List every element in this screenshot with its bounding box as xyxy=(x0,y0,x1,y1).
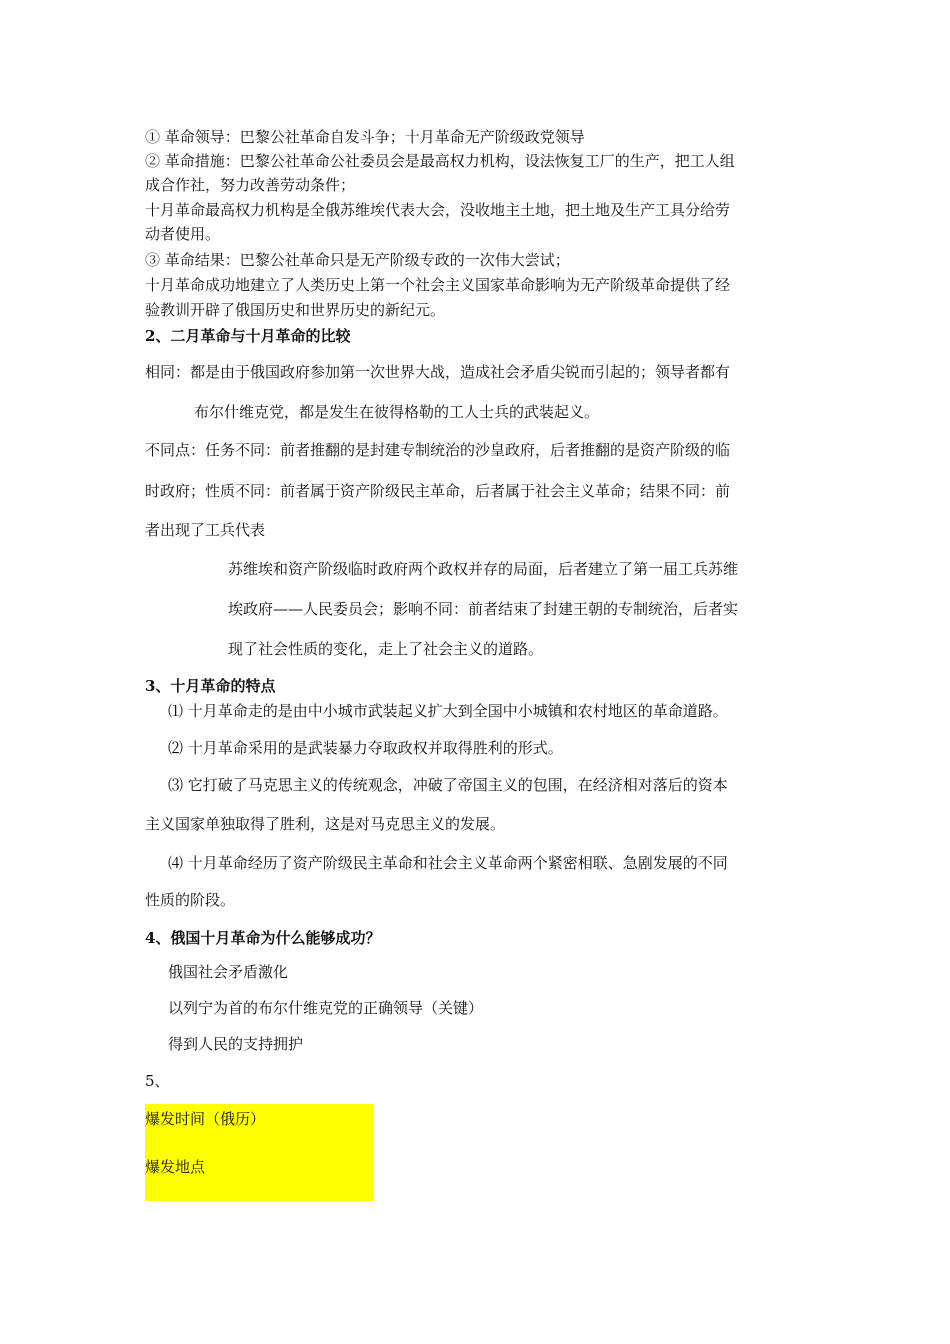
table-cell-label: 爆发时间（俄历） xyxy=(145,1110,266,1128)
text-line: ③ 革命结果：巴黎公社革命只是无产阶级专政的一次伟大尝试； xyxy=(145,251,570,269)
text-line: 现了社会性质的变化，走上了社会主义的道路。 xyxy=(228,640,544,658)
text-line: 埃政府——人民委员会；影响不同：前者结束了封建王朝的专制统治，后者实 xyxy=(228,600,739,618)
text-line: 主义国家单独取得了胜利，这是对马克思主义的发展。 xyxy=(145,815,506,833)
text-line: 动者使用。 xyxy=(145,225,221,243)
text-line: 者出现了工兵代表 xyxy=(145,521,266,539)
section-heading: 3、十月革命的特点 xyxy=(145,677,276,695)
text-line: 时政府；性质不同：前者属于资产阶级民主革命，后者属于社会主义革命；结果不同：前 xyxy=(145,482,731,500)
text-line: ⑶ 它打破了马克思主义的传统观念，冲破了帝国主义的包围，在经济相对落后的资本 xyxy=(168,776,728,794)
text-line: ⑴ 十月革命走的是由中小城市武装起义扩大到全国中小城镇和农村地区的革命道路。 xyxy=(168,702,728,720)
text-line: 俄国社会矛盾激化 xyxy=(168,963,289,981)
section-heading: 5、 xyxy=(145,1072,170,1090)
table-cell-highlight xyxy=(145,1104,373,1152)
text-line: 不同点：任务不同：前者推翻的是封建专制统治的沙皇政府，后者推翻的是资产阶级的临 xyxy=(145,441,731,459)
text-line: ② 革命措施：巴黎公社革命公社委员会是最高权力机构，设法恢复工厂的生产，把工人组 xyxy=(145,152,735,170)
text-line: 验教训开辟了俄国历史和世界历史的新纪元。 xyxy=(145,301,446,319)
text-line: 十月革命成功地建立了人类历史上第一个社会主义国家革命影响为无产阶级革命提供了经 xyxy=(145,276,731,294)
table-cell-label: 爆发地点 xyxy=(145,1158,206,1176)
text-line: ① 革命领导：巴黎公社革命自发斗争；十月革命无产阶级政党领导 xyxy=(145,128,585,146)
text-line: 性质的阶段。 xyxy=(145,891,236,909)
section-heading: 2、二月革命与十月革命的比较 xyxy=(145,327,351,345)
text-line: 得到人民的支持拥护 xyxy=(168,1035,304,1053)
text-line: 布尔什维克党，都是发生在彼得格勒的工人士兵的武装起义。 xyxy=(194,403,600,421)
text-line: 苏维埃和资产阶级临时政府两个政权并存的局面，后者建立了第一届工兵苏维 xyxy=(228,560,739,578)
text-line: ⑷ 十月革命经历了资产阶级民主革命和社会主义革命两个紧密相联、急剧发展的不同 xyxy=(168,854,728,872)
text-line: 十月革命最高权力机构是全俄苏维埃代表大会，没收地主土地，把土地及生产工具分给劳 xyxy=(145,201,731,219)
table-cell-highlight xyxy=(145,1152,373,1201)
section-heading: 4、俄国十月革命为什么能够成功？ xyxy=(145,929,381,947)
text-line: ⑵ 十月革命采用的是武装暴力夺取政权并取得胜利的形式。 xyxy=(168,739,563,757)
text-line: 成合作社，努力改善劳动条件； xyxy=(145,176,356,194)
text-line: 以列宁为首的布尔什维克党的正确领导（关键） xyxy=(168,999,484,1017)
text-line: 相同：都是由于俄国政府参加第一次世界大战，造成社会矛盾尖锐而引起的；领导者都有 xyxy=(145,363,731,381)
